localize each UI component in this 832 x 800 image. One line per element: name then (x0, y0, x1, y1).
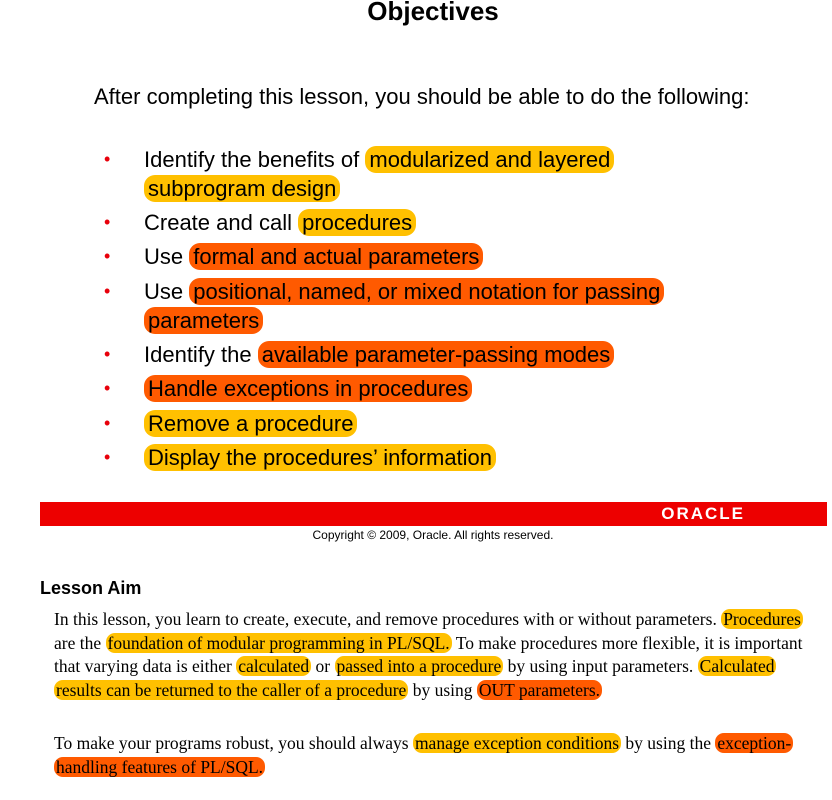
highlight-yellow: Calculated results can be returned to the caller of a procedure (56, 656, 775, 700)
highlight-yellow: calculated (238, 656, 310, 676)
text-run: are the (54, 632, 106, 653)
bullet-icon: • (104, 344, 111, 364)
text-run: To make procedures more flexible, it is important that varying data is either (54, 632, 803, 676)
bullet-icon: • (104, 413, 111, 433)
highlight-yellow: Remove a procedure (144, 410, 357, 437)
highlight-orange: Handle exceptions in procedures (144, 375, 472, 402)
objective-text (144, 277, 704, 335)
text-run: Create and call (144, 210, 299, 235)
lesson-aim-paragraph (54, 732, 824, 779)
text-run: Identify the (144, 342, 258, 367)
copyright-text: Copyright © 2009, Oracle. All rights reserved. (312, 528, 554, 542)
highlight-yellow: procedures (298, 209, 416, 236)
text-run: To make your programs robust, you should always (54, 733, 413, 753)
highlight-orange: OUT parameters. (478, 679, 601, 700)
highlight-yellow: Procedures (723, 609, 801, 629)
objective-text (144, 208, 704, 237)
slide-title: Objectives (367, 0, 499, 26)
intro-text: After completing this lesson, you should be able to do the following: (94, 84, 750, 109)
highlight-yellow: modularized and layered subprogram design (144, 146, 614, 202)
highlight-yellow: foundation of modular programming in PL/SQL. (107, 632, 450, 653)
text-run: by using (408, 679, 477, 700)
objective-text (144, 242, 704, 271)
text-run: or (311, 656, 335, 676)
objective-text (144, 340, 704, 369)
text-run: by using input parameters. (503, 656, 698, 676)
highlight-orange: exception-handling features of PL/SQL. (56, 733, 792, 777)
bullet-icon: • (104, 246, 111, 266)
bullet-icon: • (104, 378, 111, 398)
text-run: by using the (621, 733, 716, 753)
bullet-icon: • (104, 149, 111, 169)
highlight-orange: positional, named, or mixed notation for passing parameters (144, 278, 664, 334)
text-run: Identify the benefits of (144, 147, 366, 172)
highlight-orange: available parameter-passing modes (258, 341, 615, 368)
highlight-yellow: manage exception conditions (414, 733, 620, 753)
lesson-aim-paragraph (54, 608, 824, 702)
highlight-orange: formal and actual parameters (189, 243, 483, 270)
bullet-icon: • (104, 447, 111, 467)
oracle-footer-bar (40, 502, 827, 526)
lesson-aim-heading: Lesson Aim (40, 578, 142, 598)
bullet-icon: • (104, 281, 111, 301)
text-run: Use (144, 244, 190, 269)
objective-text (144, 443, 704, 472)
objective-text (144, 374, 704, 403)
text-run: Use (144, 279, 190, 304)
text-run: In this lesson, you learn to create, execute, and remove procedures with or without parameters. (54, 609, 722, 629)
highlight-yellow: Display the procedures’ information (144, 444, 496, 471)
objective-text (144, 409, 704, 438)
oracle-logo: ORACLE (661, 504, 745, 523)
bullet-icon: • (104, 212, 111, 232)
objective-text (144, 145, 704, 203)
highlight-yellow: passed into a procedure (336, 656, 502, 676)
